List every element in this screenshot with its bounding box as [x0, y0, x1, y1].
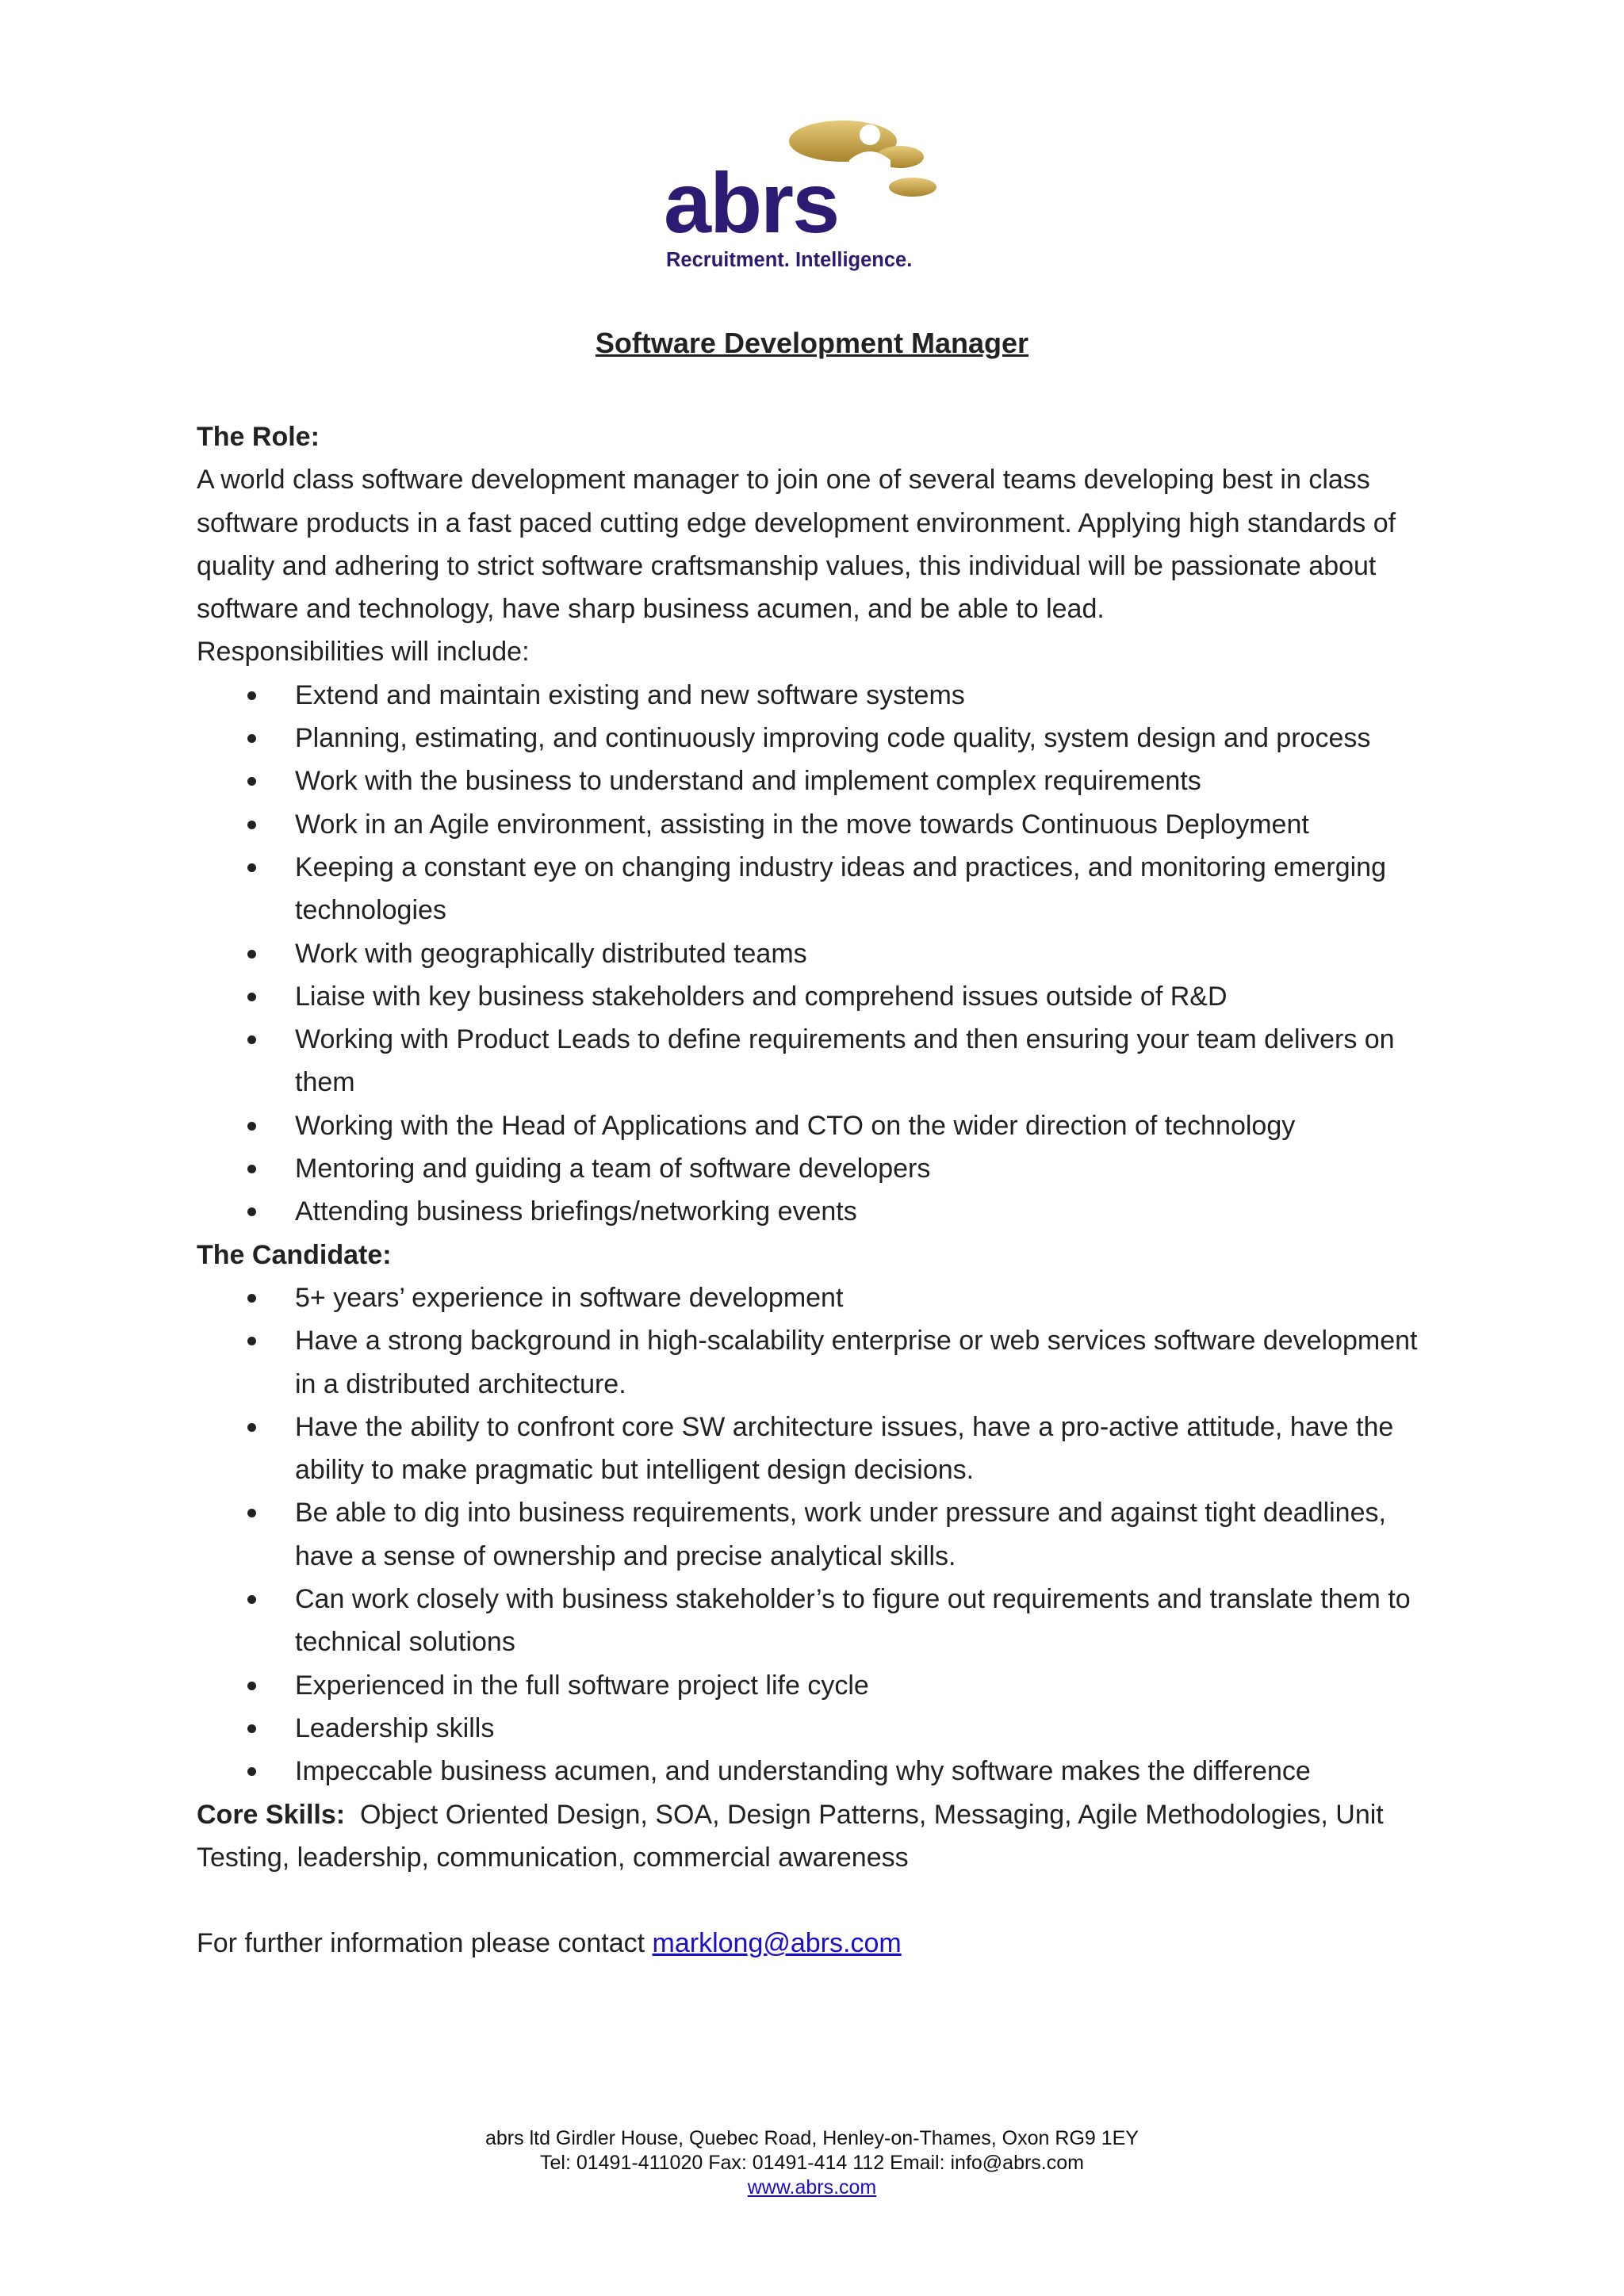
job-description — [197, 415, 1434, 1965]
footer-contact-numbers: Tel: 01491-411020 Fax: 01491-414 112 Email: info@abrs.com — [540, 2152, 1084, 2174]
list-item: Experienced in the full software project life cycle — [197, 1664, 1434, 1707]
role-intro: A world class software development manager to join one of several teams developing best in class software products in a fast paced cutting edge development environment. Applying high standards of quality and adhering to strict software craftsmanship values, this individual will be passionate about software and technology, have sharp business acumen, and be able to lead. — [197, 465, 1396, 625]
list-item: Working with Product Leads to define requirements and then ensuring your team delivers on them — [197, 1018, 1434, 1104]
list-item: Be able to dig into business requirements, work under pressure and against tight deadlines, have a sense of ownership and precise analytical skills. — [197, 1491, 1434, 1578]
list-item: Attending business briefings/networking events — [197, 1190, 1434, 1233]
candidate-requirements-list — [197, 1276, 1434, 1793]
core-skills — [197, 1793, 1434, 1880]
list-item: Work with the business to understand and implement complex requirements — [197, 760, 1434, 802]
logo-wordmark: abrs — [664, 155, 839, 251]
list-item: Working with the Head of Applications and CTO on the wider direction of technology — [197, 1104, 1434, 1147]
footer-address: abrs ltd Girdler House, Quebec Road, Henley-on-Thames, Oxon RG9 1EY — [485, 2127, 1139, 2149]
list-item: Impeccable business acumen, and understanding why software makes the difference — [197, 1750, 1434, 1793]
abrs-logo-graphic — [662, 111, 963, 277]
abrs-logo — [662, 111, 963, 277]
contact-line — [197, 1922, 1434, 1965]
list-item: Mentoring and guiding a team of software developers — [197, 1147, 1434, 1190]
contact-prefix: For further information please contact — [197, 1928, 645, 1959]
logo-tagline: Recruitment. Intelligence. — [666, 249, 913, 271]
list-item: Work with geographically distributed teams — [197, 932, 1434, 975]
page-title: Software Development Manager — [595, 327, 1029, 359]
core-skills-text: Object Oriented Design, SOA, Design Patterns, Messaging, Agile Methodologies, Unit Testing, leadership, communication, commercial awareness — [197, 1799, 1384, 1873]
list-item: Keeping a constant eye on changing industry ideas and practices, and monitoring emerging technologies — [197, 846, 1434, 932]
list-item: Extend and maintain existing and new software systems — [197, 674, 1434, 717]
footer — [0, 2126, 1624, 2200]
list-item: Work in an Agile environment, assisting in the move towards Continuous Deployment — [197, 803, 1434, 846]
list-item: Planning, estimating, and continuously improving code quality, system design and process — [197, 717, 1434, 760]
list-item: Have a strong background in high-scalability enterprise or web services software development in a distributed architecture. — [197, 1319, 1434, 1406]
contact-email-link[interactable]: marklong@abrs.com — [652, 1928, 902, 1959]
core-skills-label: Core Skills: — [197, 1799, 346, 1830]
list-item: Have the ability to confront core SW architecture issues, have a pro-active attitude, have the ability to make pragmatic but intelligent design decisions. — [197, 1406, 1434, 1492]
candidate-heading: The Candidate: — [197, 1239, 392, 1270]
spacer — [197, 1879, 1434, 1922]
footer-website-link[interactable]: www.abrs.com — [747, 2176, 877, 2198]
list-item: Leadership skills — [197, 1707, 1434, 1750]
list-item: 5+ years’ experience in software development — [197, 1276, 1434, 1319]
responsibilities-list — [197, 674, 1434, 1234]
role-heading: The Role: — [197, 422, 320, 452]
list-item: Can work closely with business stakeholder’s to figure out requirements and translate them to technical solutions — [197, 1578, 1434, 1664]
list-item: Liaise with key business stakeholders and comprehend issues outside of R&D — [197, 975, 1434, 1018]
responsibilities-label: Responsibilities will include: — [197, 637, 530, 668]
